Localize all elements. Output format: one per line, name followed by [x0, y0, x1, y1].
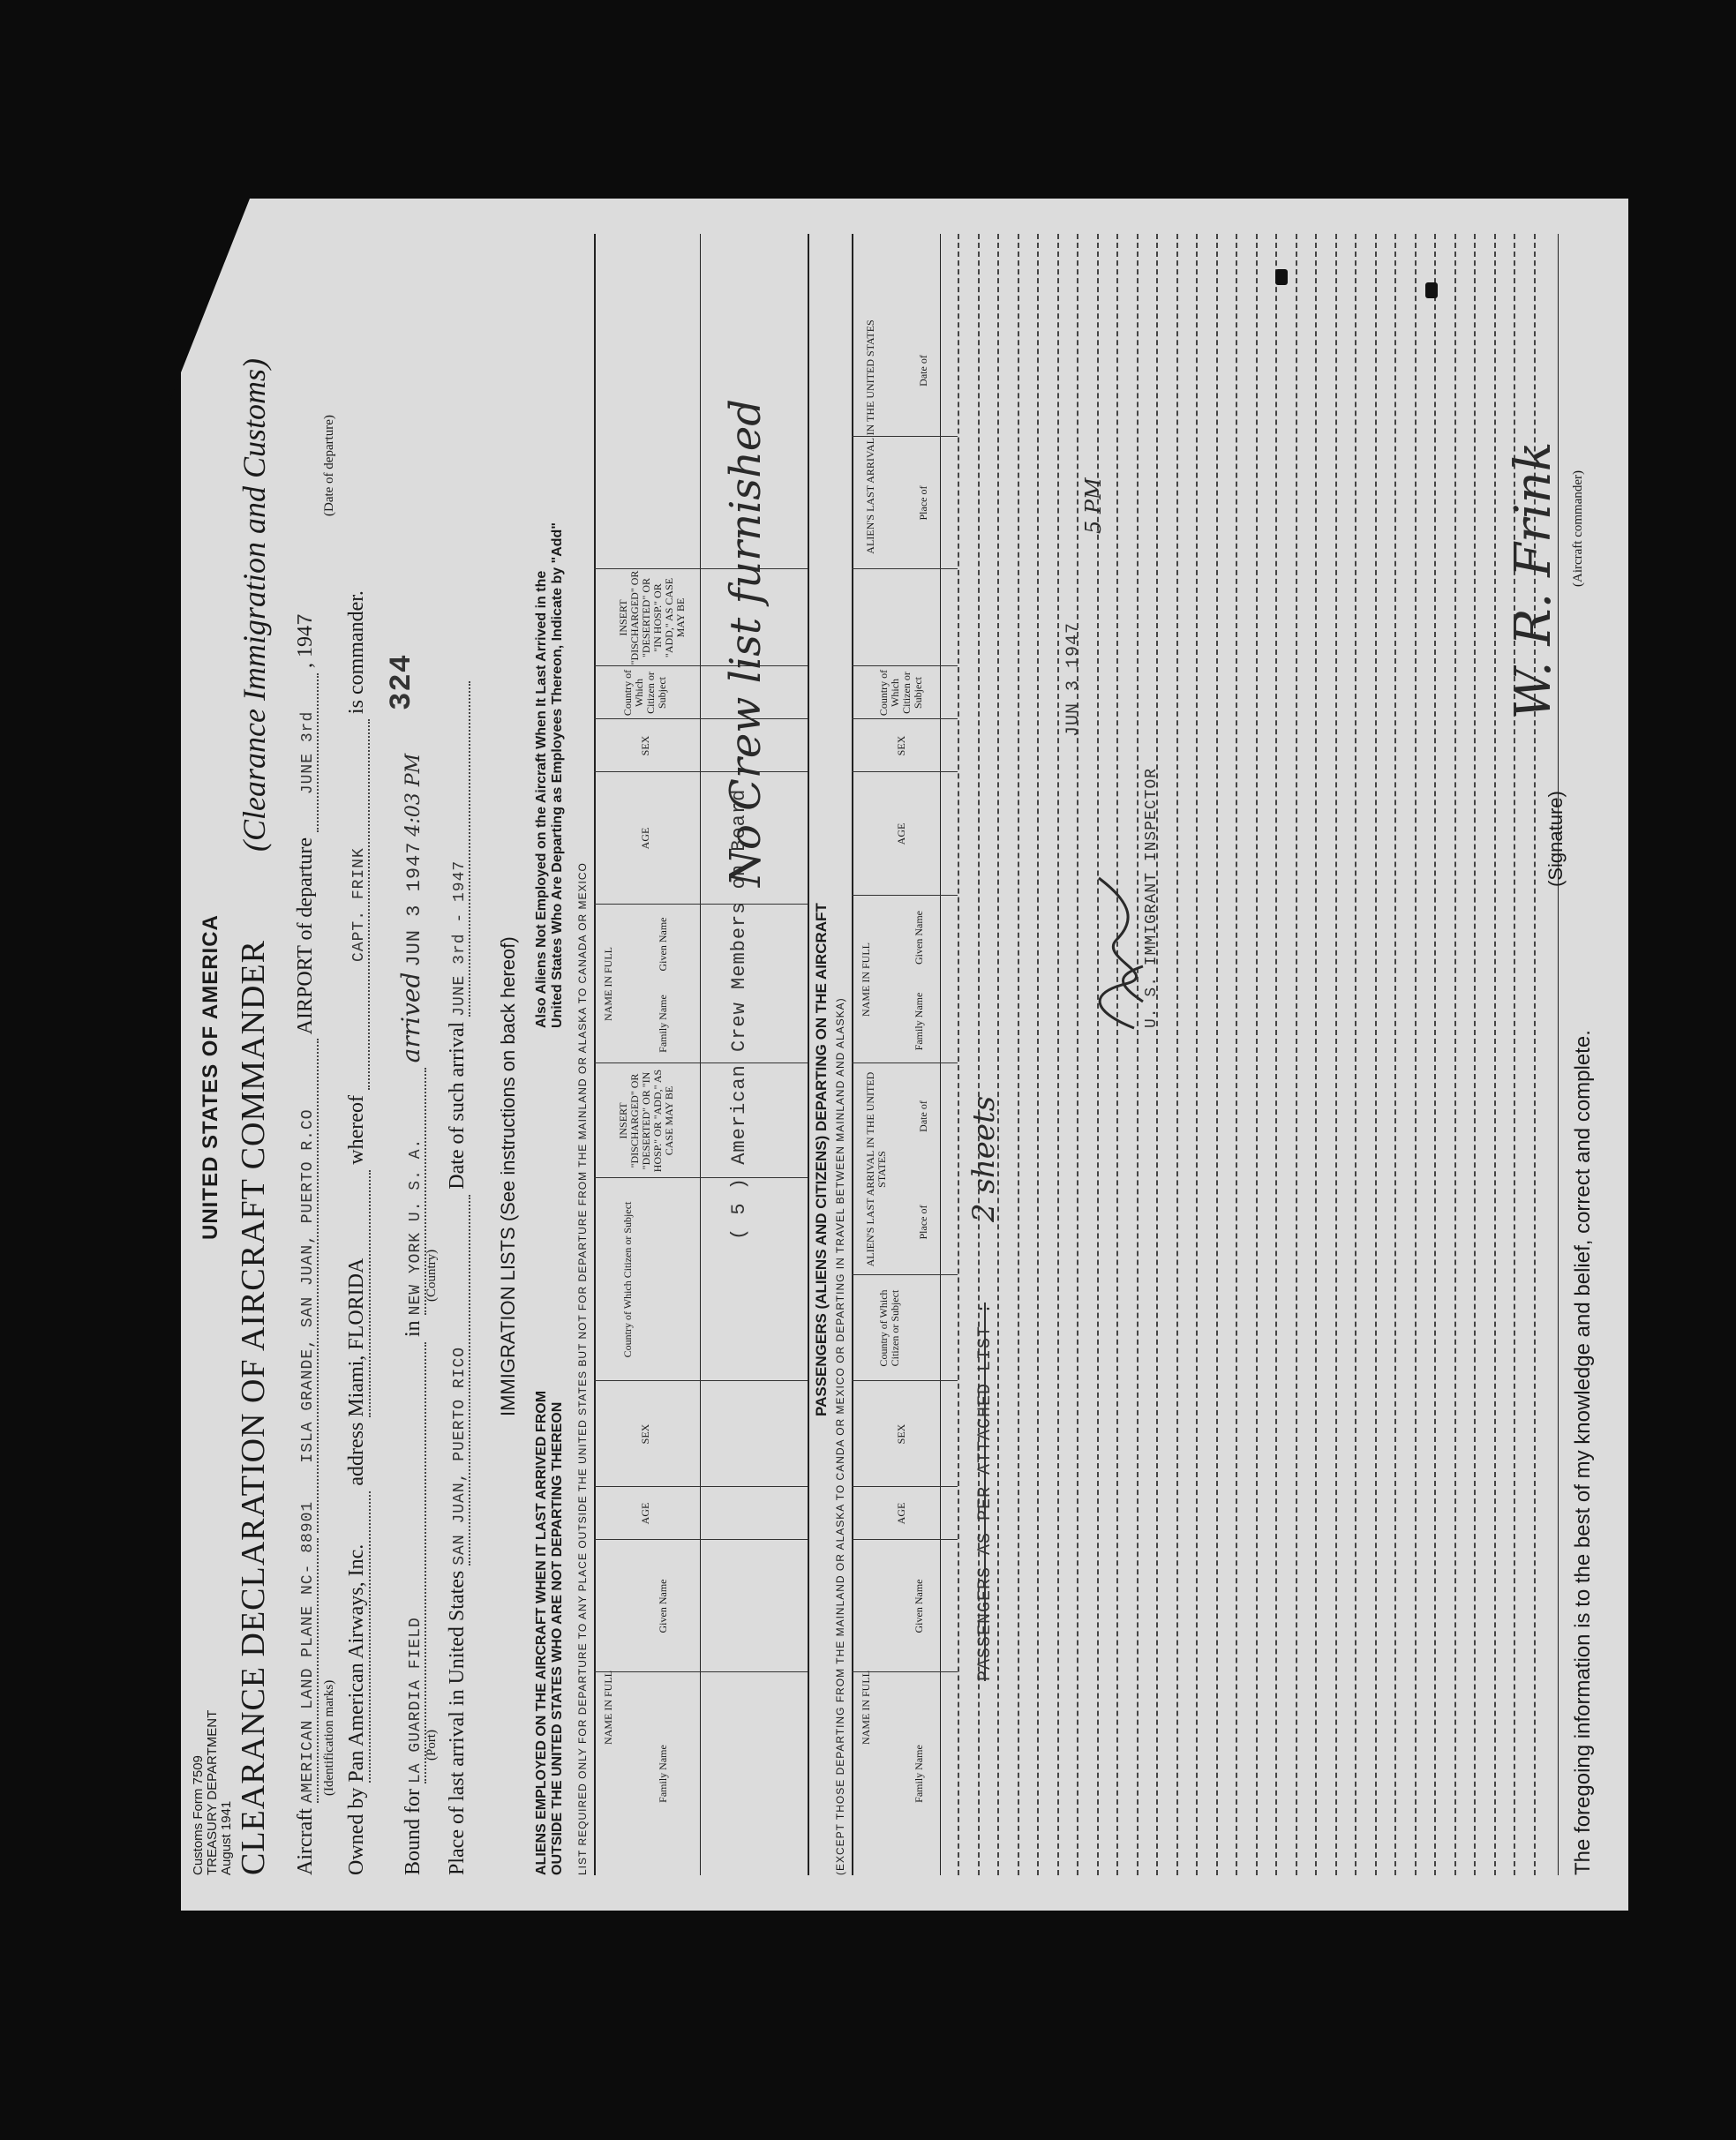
- pass-place-header: Place of: [917, 1205, 929, 1240]
- list-rule-line: [1077, 234, 1078, 1875]
- last-arrival-label: Place of last arrival in United States: [446, 1570, 469, 1875]
- crew-sex-header-right: SEX: [639, 735, 651, 756]
- list-required-note: LIST REQUIRED ONLY FOR DEPARTURE TO ANY PLACE OUTSIDE THE UNITED STATES BUT NOT FOR DEPARTURE FROM THE MAINLAND OR ALASKA TO CANADA OR MEXICO: [576, 862, 589, 1875]
- form-number: Customs Form 7509: [191, 1755, 206, 1875]
- crew-table-head-rule: [700, 234, 701, 1875]
- immigration-heading: IMMIGRATION LISTS (See instructions on back hereof): [497, 936, 519, 1416]
- commander-caption: (Aircraft commander): [1571, 469, 1585, 587]
- address-label: address: [345, 1422, 368, 1486]
- pass-age-header-right: AGE: [895, 822, 907, 845]
- bound-row: [396, 754, 426, 1875]
- pass-name-header-right: NAME IN FULL: [860, 942, 872, 1017]
- pass-sex-header: SEX: [895, 1423, 907, 1445]
- country-heading: UNITED STATES OF AMERICA: [199, 914, 222, 1240]
- commander-value: CAPT. FRINK: [350, 719, 370, 1090]
- pass-date-header: Date of: [917, 1100, 929, 1132]
- crew-given-header: Given Name: [657, 1579, 669, 1633]
- passenger-table-head-rule: [940, 234, 941, 1875]
- passenger-stamp-date: JUN 3 1947: [1063, 621, 1084, 737]
- pass-given-header-right: Given Name: [913, 911, 925, 965]
- crew-col-line: [594, 1539, 808, 1540]
- last-arrival-row: [446, 681, 470, 1875]
- list-rule-line: [997, 234, 999, 1875]
- page-subtitle: (Clearance Immigration and Customs): [237, 358, 272, 852]
- aliens-right-line1: Also Aliens Not Employed on the Aircraft When It Last Arrived in the: [534, 570, 549, 1028]
- crew-insert-header: INSERT "DISCHARGED" OR "DESERTED" OR "IN HOSP." OR "ADD," AS CASE MAY BE: [617, 1069, 675, 1173]
- aliens-not-employed-note: [534, 522, 566, 1028]
- whereof-label: whereof: [345, 1095, 368, 1165]
- passenger-table-top-rule: [852, 234, 853, 1875]
- airport-label: AIRPORT of departure: [294, 837, 317, 1035]
- aliens-note-line1: ALIENS EMPLOYED ON THE AIRCRAFT WHEN IT LAST ARRIVED FROM: [534, 1390, 549, 1875]
- crew-sex-header: SEX: [639, 1423, 651, 1445]
- crew-col-line: [594, 1671, 808, 1672]
- passengers-sheets-handwriting: 2 sheets: [966, 1095, 1002, 1222]
- owner-row: [345, 590, 371, 1875]
- aircraft-label: Aircraft: [294, 1808, 317, 1875]
- country-value: NEW YORK U. S. A.: [407, 1068, 426, 1315]
- aliens-right-line2: United States Who Are Departing as Employees Thereon, Indicate by "Add": [550, 522, 565, 1028]
- list-rule-line: [1057, 234, 1059, 1875]
- bound-label: Bound for: [402, 1789, 425, 1875]
- list-rule-line: [1196, 234, 1198, 1875]
- list-rule-line: [1256, 234, 1258, 1875]
- owner-value: Pan American Airways, Inc.: [345, 1491, 371, 1783]
- passengers-heading: PASSENGERS (ALIENS AND CITIZENS) DEPARTING ON THE AIRCRAFT: [813, 903, 830, 1416]
- departure-date: JUNE 3rd: [299, 673, 319, 832]
- list-rule-line: [1156, 234, 1158, 1875]
- list-rule-line: [1137, 234, 1139, 1875]
- crew-family-header: Family Name: [657, 1745, 669, 1803]
- list-rule-line: [1037, 234, 1039, 1875]
- address-value: Miami, FLORIDA: [345, 1170, 371, 1417]
- ink-blot: [1275, 269, 1288, 285]
- crew-handwritten-entry: No Crew list furnished: [721, 398, 770, 887]
- arrived-handwriting: arrived: [396, 972, 425, 1063]
- list-rule-line: [1474, 234, 1476, 1875]
- torn-corner: [168, 194, 252, 406]
- pass-date-header-right: Date of: [917, 355, 929, 387]
- crew-given-header-right: Given Name: [657, 917, 669, 972]
- list-rule-line: [1494, 234, 1496, 1875]
- crew-typed-entry: ( 5 ) American Crew Members on Board: [728, 788, 750, 1240]
- list-rule-line: [1116, 234, 1118, 1875]
- inspector-initials-svg: [1081, 860, 1152, 1037]
- country-caption: (Country): [425, 1249, 439, 1302]
- port-caption: (Port): [425, 1730, 439, 1761]
- passengers-typed-entry: PASSENGERS AS PER ATTACHED LIST :: [975, 1302, 996, 1681]
- pass-place-header-right: Place of: [917, 485, 929, 521]
- year-prefix: 194: [294, 625, 317, 657]
- pass-last-arrival-header: ALIEN'S LAST ARRIVAL IN THE UNITED STATES: [864, 1071, 888, 1267]
- list-rule-line: [1018, 234, 1019, 1875]
- last-arrival-value: SAN JUAN, PUERTO RICO: [451, 1195, 470, 1566]
- aircraft-row: Aircraft AMERICAN LAND PLANE NC- 88901 ISLA GRANDE, SAN JUAN, PUERTO R.CO AIRPORT of departure JUNE 3rd , 1947: [294, 612, 319, 1875]
- commander-suffix: is commander.: [345, 590, 368, 715]
- crew-country-header-right: Country of Which Citizen or Subject: [621, 669, 668, 717]
- passenger-stamp-time: 5 PM: [1081, 477, 1106, 534]
- list-rule-line: [1415, 234, 1417, 1875]
- aircraft-value: AMERICAN LAND PLANE NC- 88901: [299, 1500, 317, 1804]
- list-rule-line: [1216, 234, 1218, 1875]
- date-arrival-label: Date of such arrival: [446, 1021, 469, 1190]
- list-rule-line: [1355, 234, 1356, 1875]
- list-rule-line: [1375, 234, 1377, 1875]
- certification-statement: The foregoing information is to the best of my knowledge and belief, correct and complete.: [1571, 1030, 1595, 1875]
- list-rule-line: [1296, 234, 1297, 1875]
- pass-last-arrival-header-right: ALIEN'S LAST ARRIVAL IN THE UNITED STATES: [864, 319, 876, 554]
- date-arrival-value: JUNE 3rd - 1947: [451, 681, 470, 1017]
- crew-name-header-right: NAME IN FULL: [602, 947, 614, 1021]
- crew-age-header-right: AGE: [639, 827, 651, 850]
- department: TREASURY DEPARTMENT: [205, 1709, 220, 1875]
- list-rule-line: [958, 234, 959, 1875]
- aliens-employed-note: [534, 1391, 566, 1875]
- arrived-time: 4:03 PM: [402, 753, 425, 837]
- list-rule-line: [1434, 234, 1436, 1875]
- crew-country-header: Country of Which Citizen or Subject: [621, 1201, 634, 1358]
- signature-label: (Signature): [1544, 791, 1567, 887]
- list-rule-line: [1454, 234, 1456, 1875]
- in-label: in: [402, 1320, 425, 1337]
- crew-family-header-right: Family Name: [657, 995, 669, 1053]
- year-suffix: 7: [295, 612, 319, 626]
- list-rule-line: [1394, 234, 1396, 1875]
- list-rule-line: [1335, 234, 1337, 1875]
- crew-table-bottom-rule: [808, 234, 809, 1875]
- list-rule-line: [1315, 234, 1317, 1875]
- ink-blot: [1425, 282, 1438, 298]
- crew-col-line: [594, 1486, 808, 1487]
- owned-label: Owned by: [345, 1787, 368, 1875]
- pass-name-header: NAME IN FULL: [860, 1671, 872, 1745]
- form-paper: [181, 199, 1628, 1911]
- ident-caption: (Identification marks): [322, 1679, 336, 1796]
- list-rule-line: [1236, 234, 1237, 1875]
- crew-insert-header-right: INSERT "DISCHARGED" OR "DESERTED" OR "IN HOSP." OR "ADD," AS CASE MAY BE: [617, 570, 687, 665]
- pass-given-header: Given Name: [913, 1579, 925, 1633]
- immigrant-inspector-stamp: U. S. IMMIGRANT INSPECTOR: [1143, 767, 1161, 1028]
- form-number-block: [192, 1710, 234, 1875]
- rotated-form: [181, 199, 1628, 1911]
- commander-signature: W. R. Frink: [1505, 441, 1562, 719]
- bound-value: LA GUARDIA FIELD: [407, 1342, 426, 1783]
- pass-country-header-right: Country of Which Citizen or Subject: [877, 669, 924, 717]
- pass-sex-header-right: SEX: [895, 735, 907, 756]
- pass-family-header-right: Family Name: [913, 992, 925, 1051]
- list-rule-line: [1176, 234, 1178, 1875]
- passengers-subheading: (EXCEPT THOSE DEPARTING FROM THE MAINLAND OR ALASKA TO CANDA OR MEXICO OR DEPARTING IN TRAVEL BETWEEN MAINLAND AND ALASKA): [834, 997, 846, 1875]
- aliens-note-line2: OUTSIDE THE UNITED STATES WHO ARE NOT DEPARTING THEREON: [550, 1401, 565, 1875]
- crew-age-header: AGE: [639, 1502, 651, 1525]
- arrived-stamp: JUN 3 1947: [403, 841, 425, 967]
- departure-location: ISLA GRANDE, SAN JUAN, PUERTO R.CO: [299, 1039, 319, 1533]
- crew-col-line: [594, 904, 808, 905]
- pass-age-header: AGE: [895, 1502, 907, 1525]
- crew-table-top-rule: [594, 234, 596, 1875]
- form-date: August 1941: [219, 1800, 234, 1875]
- pass-family-header: Family Name: [913, 1745, 925, 1803]
- crew-name-header: NAME IN FULL: [602, 1671, 614, 1745]
- crew-col-line: [594, 771, 808, 772]
- date-caption: (Date of departure): [322, 415, 336, 516]
- page-title: CLEARANCE DECLARATION OF AIRCRAFT COMMANDER: [235, 940, 272, 1875]
- pass-country-header: Country of Which Citizen or Subject: [877, 1289, 901, 1367]
- list-rule-line: [1275, 234, 1277, 1875]
- flight-number: 324: [386, 653, 419, 710]
